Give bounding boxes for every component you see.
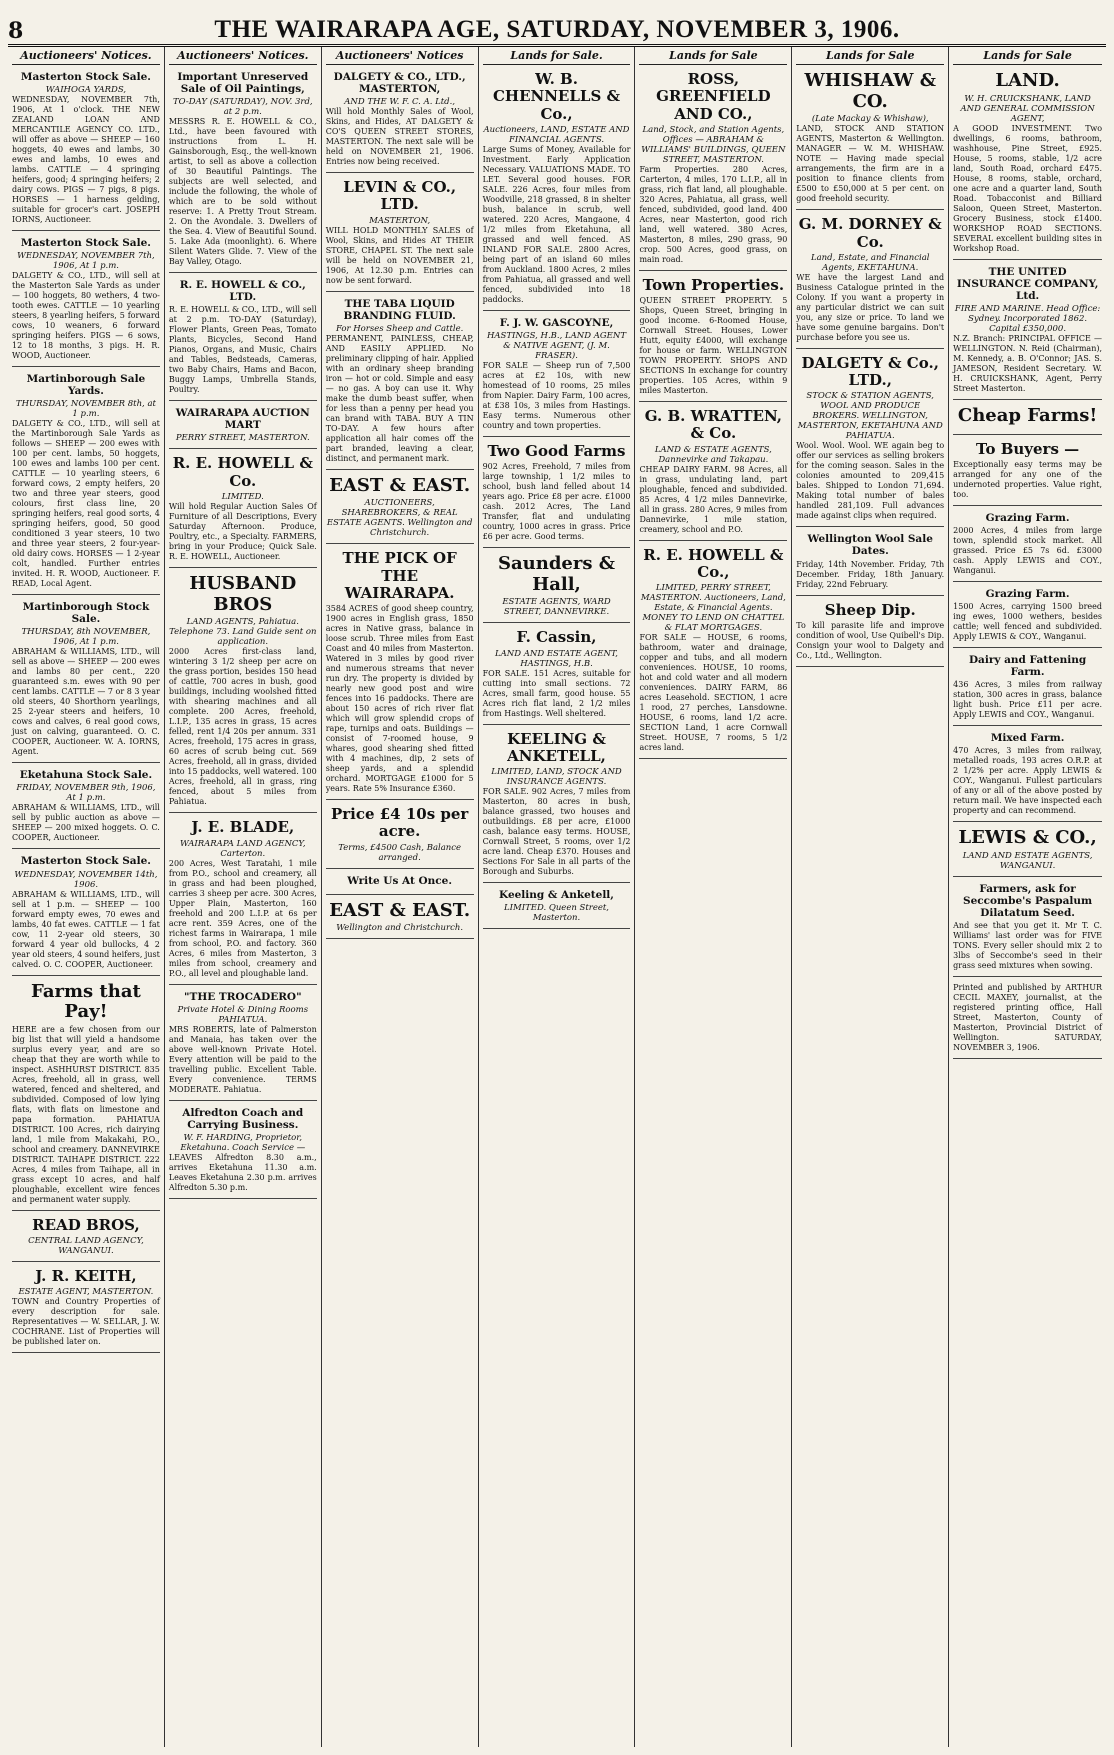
ad-body: WEDNESDAY, NOVEMBER 7th, 1906, At 1 o'clock. THE NEW ZEALAND LOAN AND MERCANTILE AGENCY CO. LTD., will offer as above — SHEEP — 160 hoggets, 40 ewes and lambs, 30 ewes and lambs, 10 ewes and lambs. CATTLE — 4 springing heifers, good; 4 springing heifers; 2 dairy cows. PIGS — 7 pigs, 8 pigs. HORSES — 1 harness gelding, suitable for grocer's cart. JOSEPH IORNS, Auctioneer.	[12, 95, 160, 225]
columns	[8, 47, 1106, 1747]
ad-title: Martinborough Sale Yards.	[26, 373, 146, 398]
ad-subtitle: THURSDAY, 8th NOVEMBER, 1906, At 1 p.m.	[21, 627, 151, 648]
ad-subtitle: ESTATE AGENT, MASTERTON.	[18, 1287, 154, 1298]
masthead	[8, 6, 1106, 47]
ad-title: Alfredton Coach and Carrying Business.	[182, 1106, 304, 1131]
ad-title: Masterton Stock Sale.	[20, 855, 151, 868]
ad-body: A GOOD INVESTMENT. Two dwellings, 6 rooms, bathroom, washhouse, Pine Street, £925. House, 5 rooms, stable, 1/2 acre land, South Road, orchard £475. House, 8 rooms, stable, orchard, one acre and a quarter land, South Road. Tobacconist and Billiard Saloon, Queen Street, Masterton. Grocery Business, stock £1400. WORKSHOP ROAD SECTIONS. SEVERAL excellent building sites in Workshop Road.	[953, 123, 1103, 253]
ad-body: ABRAHAM & WILLIAMS, LTD., will sell at 1 p.m. — SHEEP — 100 forward empty ewes, 70 ewes and lambs, 40 fat ewes. CATTLE — 1 fat cow, 11 2-year old steers, 30 forward 4 year old bullocks, 4 2 year old steers, 4 sound heifers, just calved. O. C. COOPER, Auctioneer.	[12, 889, 160, 969]
ad-body: WILL HOLD MONTHLY SALES of Wool, Skins, and Hides AT THEIR STORE, CHAPEL ST. The next sale will be held on NOVEMBER 21, 1906, At 12.30 p.m. Entries can now be sent forward.	[325, 225, 474, 285]
ad-subtitle: LAND AGENTS, Pahiatua. Telephone 73. Land Guide sent on application.	[169, 617, 317, 648]
ad-subtitle: ESTATE AGENTS, WARD STREET, DANNEVIRKE.	[502, 597, 611, 618]
ad-body: MESSRS R. E. HOWELL & CO., Ltd., have been favoured with instructions from L. H. Gainsborough, Esq., the well-known artist, to sell as above a collection of 30 Beautiful Paintings. The subjects are well selected, and include the following, the whole of which are to be sold without reserve: 1. A Pretty Trout Stream. 2. On the Avondale. 3. Dwellers of the Sea. 4. View of Beautiful Sound. 5. Lake Ada (moonlight). 6. Where Silent Waters Glide. 7. View of the Bay Valley, Otago.	[168, 117, 317, 267]
ad-body: 1500 Acres, carrying 1500 breed ing ewes, 1000 wethers, besides cattle; well fenced and subdivided. Apply LEWIS & COY., Wanganui.	[953, 601, 1103, 641]
ad-subtitle: LIMITED, PERRY STREET, MASTERTON. Auctioneers, Land, Estate, & Financial Agents. MONEY TO LEND ON CHATTEL & FLAT MORTGAGES.	[640, 583, 786, 633]
advertisement	[953, 825, 1102, 877]
ad-body: LAND, STOCK AND STATION AGENTS, Masterton & Wellington. MANAGER — W. M. WHISHAW. NOTE — Having made special arrangements, the firm are in a position to finance clients from £500 to £50,000 at 5 per cent. on good freehold security.	[796, 124, 945, 204]
advertisement	[12, 1265, 160, 1353]
column-header: Auctioneers' Notices.	[169, 49, 317, 65]
ad-title: J. R. KEITH,	[35, 1267, 137, 1286]
ad-body: Will hold Monthly Sales of Wool, Skins, and Hides, AT DALGETY & CO'S QUEEN STREET STORES, MASTERTON. The next sale will be held on NOVEMBER 21, 1906. Entries now being received.	[325, 107, 474, 167]
advertisement	[796, 352, 944, 528]
ad-title: F. Cassin,	[516, 628, 597, 647]
advertisement	[326, 898, 474, 940]
advertisement	[12, 68, 160, 231]
ad-title: Cheap Farms!	[957, 404, 1098, 426]
ad-title: WAIRARAPA AUCTION MART	[175, 407, 310, 432]
ad-subtitle: Terms, £4500 Cash, Balance arranged.	[338, 842, 462, 863]
advertisement	[326, 547, 474, 800]
advertisement	[169, 816, 317, 984]
advertisement	[796, 530, 944, 595]
ad-body: Will hold Regular Auction Sales Of Furniture of all Descriptions, Every Saturday Afternoon. Produce, Poultry, etc., a Specialty. FARMERS, bring in your Produce; Quick Sale. R. E. HOWELL, Auctioneer.	[168, 501, 317, 561]
ad-title: Two Good Farms	[487, 441, 626, 460]
ad-body: And see that you get it. Mr T. C. Williams' last order was for FIVE TONS. Every seller should mix 2 to 3lbs of Seccombe's seed in their grass seed mixtures when sowing.	[953, 921, 1103, 970]
ad-title: Grazing Farm.	[985, 587, 1070, 600]
ad-subtitle: W. H. CRUICKSHANK, LAND AND GENERAL COMMISSION AGENT,	[960, 93, 1095, 124]
ad-subtitle: PERRY STREET, MASTERTON.	[175, 433, 310, 444]
ad-title: R. E. HOWELL & CO., LTD.	[179, 279, 306, 304]
ad-body: Exceptionally easy terms may be arranged for any one of the undernoted properties. Value right, too.	[953, 459, 1103, 499]
advertisement	[639, 68, 787, 271]
ad-body: ABRAHAM & WILLIAMS, LTD., will sell by public auction as above — SHEEP — 200 mixed hoggets. O. C. COOPER, Auctioneer.	[12, 803, 160, 843]
advertisement	[639, 405, 787, 541]
column	[165, 47, 322, 1747]
advertisement	[169, 404, 317, 449]
ad-title: LAND.	[995, 70, 1060, 91]
advertisement	[953, 651, 1102, 726]
ad-body: DALGETY & CO., LTD., will sell at the Masterton Sale Yards as under — 100 hoggets, 80 wethers, 4 two-tooth ewes. CATTLE — 10 yearling steers, 8 yearling heifers, 5 forward cows, 10 weaners, 6 forward springing heifers. PIGS — 6 sows, 12 to 18 months, 3 pigs. H. R. WOOD, Auctioneer.	[12, 271, 160, 361]
advertisement	[12, 1214, 160, 1262]
ad-subtitle: FRIDAY, NOVEMBER 9th, 1906, At 1 p.m.	[16, 783, 156, 804]
ad-body: FOR SALE — HOUSE, 6 rooms, bathroom, water and drainage, copper and tubs, and all modern conveniences. HOUSE, 10 rooms, hot and cold water and all modern conveniences. DAIRY FARM, 86 acres Leasehold. SECTION, 1 acre 1 rood, 27 perches, Lansdowne. HOUSE, 6 rooms, land 1/2 acre. SECTION Land, 1 acre Cornwall Street. HOUSE, 7 rooms, 5 1/2 acres land.	[639, 633, 788, 752]
ad-body: Large Sums of Money, Available for Investment. Early Application Necessary. VALUATIONS MADE. TO LET. Several good houses. FOR SALE. 226 Acres, four miles from Woodville, 218 grassed, 8 in shelter bush, balance in scrub, well watered. 220 Acres, Mangaone, 4 1/2 miles from Eketahuna, all grassed and well fenced. AS INLAND FOR SALE. 2800 Acres, being part of an island 60 miles from Auckland. 1800 Acres, 2 miles from Pahiatua, all grassed and well fenced, subdivided into 18 paddocks.	[482, 144, 631, 304]
advertisement	[953, 585, 1102, 648]
ad-subtitle: Land, Estate, and Financial Agents, EKETAHUNA.	[810, 252, 930, 273]
ad-title: DALGETY & CO., LTD., MASTERTON,	[333, 71, 466, 96]
ad-subtitle: LIMITED, LAND, STOCK AND INSURANCE AGENTS.	[491, 767, 622, 788]
ad-body: MRS ROBERTS, late of Palmerston and Manaia, has taken over the above well-known Private Hotel. Every attention will be paid to the travelling public. Excellent Table. Every convenience. TERMS MODERATE. Pahiatua.	[168, 1024, 317, 1094]
ad-title: Dairy and Fattening Farm.	[968, 653, 1087, 678]
ad-title: Important Unreserved Sale of Oil Paintings,	[177, 71, 309, 96]
advertisement	[796, 599, 944, 667]
ad-title: R. E. HOWELL & Co.	[172, 454, 313, 490]
ad-title: LEWIS & CO.,	[958, 827, 1097, 849]
ad-body: N.Z. Branch: PRINCIPAL OFFICE — WELLINGTON. N. Reid (Chairman), M. Kennedy, a. B. O'Connor; JAS. S. JAMESON, Resident Secretary. W. H. CRUICKSHANK, Agent, Perry Street Masterton.	[953, 333, 1103, 393]
ad-subtitle: LAND & ESTATE AGENTS, Dannevirke and Takapau.	[654, 444, 772, 465]
ad-body: 436 Acres, 3 miles from railway station, 300 acres in grass, balance light bush. Price £11 per acre. Apply LEWIS and COY., Wanganui.	[953, 680, 1103, 720]
ad-subtitle: WEDNESDAY, NOVEMBER 7th, 1906, At 1 p.m.	[17, 251, 155, 272]
ad-body: WE have the largest Land and Business Catalogue printed in the Colony. If you want a property in any particular district we can suit you, any size or price. To land we have some genuine bargains. Don't purchase before you see us.	[796, 272, 945, 342]
ad-subtitle: W. F. HARDING, Proprietor, Eketahuna. Coach Service —	[180, 1132, 306, 1153]
ad-subtitle: MASTERTON,	[369, 215, 431, 226]
ad-title: G. B. WRATTEN, & Co.	[644, 407, 782, 443]
ad-title: Wellington Wool Sale Dates.	[807, 533, 933, 558]
ad-subtitle: FIRE AND MARINE. Head Office: Sydney. Incorporated 1862. Capital £350,000.	[954, 303, 1101, 334]
ad-title: R. E. HOWELL & Co.,	[643, 545, 784, 581]
ad-title: Mixed Farm.	[990, 732, 1065, 745]
column-header: Auctioneers' Notices.	[12, 49, 160, 65]
ad-subtitle: AUCTIONEERS, SHAREBROKERS, & REAL ESTATE AGENTS. Wellington and Christchurch.	[326, 498, 473, 539]
ad-title: Town Properties.	[642, 275, 785, 294]
advertisement	[326, 176, 474, 292]
column	[322, 47, 479, 1747]
ad-title: Price £4 10s per acre.	[330, 805, 469, 841]
column	[8, 47, 165, 1747]
ad-title: F. J. W. GASCOYNE,	[499, 316, 614, 329]
ad-title: THE TABA LIQUID BRANDING FLUID.	[343, 297, 456, 322]
ad-body: 200 Acres, West Taratahi, 1 mile from P.O., school and creamery, all in grass and had been ploughed, carries 3 sheep per acre. 300 Acres, Upper Plain, Masterton, 160 freehold and 200 L.I.P. at 6s per acre rent. 359 Acres, one of the richest farms in Wairarapa, 1 mile from school, P.O. and factory. 360 Acres, 6 miles from Masterton, 3 miles from school, creamery and P.O., all level and ploughable land.	[168, 858, 317, 978]
advertisement	[953, 509, 1102, 582]
ad-body: Printed and published by ARTHUR CECIL MAXEY, journalist, at the registered printing office, Hall Street, Masterton, County of Masterton, Provincial District of Wellington. SATURDAY, NOVEMBER 3, 1906.	[953, 983, 1103, 1052]
ad-title: ROSS, GREENFIELD AND CO.,	[656, 70, 771, 123]
ad-title: W. B. CHENNELLS & Co.,	[492, 70, 621, 123]
ad-title: Keeling & Anketell,	[499, 889, 614, 902]
column	[949, 47, 1106, 1747]
ad-title: To Buyers —	[976, 439, 1080, 458]
ad-subtitle: STOCK & STATION AGENTS, WOOL AND PRODUCE BROKERS. WELLINGTON, MASTERTON, EKETAHUNA AND PAHIATUA.	[797, 391, 943, 442]
column	[635, 47, 792, 1747]
ad-subtitle: Land, Stock, and Station Agents, Offices — ABRAHAM & WILLIAMS' BUILDINGS, QUEEN STREET, MASTERTON.	[641, 124, 786, 165]
ad-subtitle: WAIRARAPA LAND AGENCY, Carterton.	[179, 838, 306, 859]
ad-title: THE UNITED INSURANCE COMPANY, Ltd.	[956, 265, 1099, 302]
ad-title: DALGETY & Co., LTD.,	[801, 353, 939, 390]
advertisement	[483, 440, 631, 548]
ad-title: Eketahuna Stock Sale.	[19, 769, 153, 782]
ad-subtitle: HASTINGS, H.B., LAND AGENT & NATIVE AGENT, (J. M. FRASER).	[487, 330, 626, 361]
ad-title: THE PICK OF THE WAIRARAPA.	[342, 549, 457, 602]
ad-title: Martinborough Stock Sale.	[22, 601, 150, 626]
column-header: Lands for Sale	[796, 49, 944, 65]
ad-subtitle: TO-DAY (SATURDAY), NOV. 3rd, at 2 p.m.	[172, 97, 313, 118]
ad-subtitle: LIMITED.	[221, 491, 264, 502]
ad-title: J. E. BLADE,	[191, 818, 295, 837]
advertisement	[483, 314, 631, 437]
advertisement	[12, 979, 160, 1211]
advertisement	[12, 234, 160, 367]
column-header: Auctioneers' Notices	[326, 49, 474, 65]
ad-subtitle: WAIHOGA YARDS,	[45, 85, 127, 96]
ad-title: HUSBAND BROS	[189, 572, 297, 615]
ad-body: 902 Acres, Freehold, 7 miles from large township, 1 1/2 miles to school, bush land felled about 14 years ago. Price £8 per acre. £1000 cash. 2012 Acres, The Land Transfer, flat and undulating country, 1000 acres in grass. Price £6 per acre. Good terms.	[482, 462, 631, 542]
ad-subtitle: (Late Mackay & Whishaw),	[811, 114, 929, 125]
ad-body: R. E. HOWELL & CO., LTD., will sell at 2 p.m. TO-DAY (Saturday), Flower Plants, Green Peas, Tomato Plants, Bicycles, Second Hand Pianos, Organs, and Music, Chairs and Tables, Bedsteads, Cameras, two Baby Chairs, Hams and Bacon, Buggy Lamps, Umbrella Stands, Poultry.	[168, 305, 317, 395]
ad-subtitle: WEDNESDAY, NOVEMBER 14th, 1906.	[14, 869, 158, 890]
ad-body: HERE are a few chosen from our big list that will yield a handsome surplus every year, and are so cheap that they are worth while to inspect. ASHHURST DISTRICT. 835 Acres, freehold, all in grass, well watered, fenced and sheltered, and subdivided. Composed of low lying flats, with flats on limestone and papa formation. PAHIATUA DISTRICT. 100 Acres, rich dairying land, 1 mile from Makakahi, P.O., school and creamery. DANNEVIRKE DISTRICT. TAIHAPE DISTRICT. 222 Acres, 4 miles from Taihape, all in grass except 10 acres, and half ploughable, excellent wire fences and permanent water supply.	[12, 1024, 160, 1204]
advertisement	[639, 544, 787, 760]
advertisement	[796, 68, 944, 210]
advertisement	[12, 766, 160, 849]
advertisement	[953, 403, 1102, 435]
ad-subtitle: LAND AND ESTATE AGENT, HASTINGS, H.B.	[495, 648, 619, 669]
advertisement	[483, 68, 631, 311]
ad-title: Masterton Stock Sale.	[20, 71, 151, 83]
advertisement	[326, 872, 474, 895]
ad-title: Farmers, ask for Seccombe's Paspalum Dilatatum Seed.	[962, 882, 1093, 919]
column-header: Lands for Sale	[639, 49, 787, 65]
ad-title: READ BROS,	[32, 1215, 140, 1234]
ad-title: Grazing Farm.	[985, 511, 1070, 524]
ad-title: Sheep Dip.	[824, 600, 916, 619]
advertisement	[639, 274, 787, 402]
ad-body: 2000 Acres first-class land, wintering 3 1/2 sheep per acre on the grass portion, besides 150 head of cattle, 700 acres in bush, good buildings, including woolshed fitted with shearing machines and all complete. 200 Acres, freehold, L.I.P., 135 acres in grass, 15 acres felled, rent 1/4 20s per annum. 331 Acres, freehold, 175 acres in grass, 60 acres of scrub being cut. 569 Acres, freehold, all in grass, divided into 15 paddocks, well watered. 100 Acres, freehold, all in grass, ring fenced, about 5 miles from Pahiatua.	[168, 647, 317, 807]
ad-subtitle: LIMITED. Queen Street, Masterton.	[504, 903, 610, 924]
ad-title: KEELING & ANKETELL,	[507, 729, 606, 765]
advertisement	[326, 803, 474, 869]
advertisement	[953, 438, 1102, 506]
ad-subtitle: Private Hotel & Dining Rooms PAHIATUA.	[177, 1004, 309, 1025]
ad-body: Wool. Wool. Wool. WE again beg to offer our services as selling brokers for the coming season. Sales in the colonies amounted to 209,415 bales. Shipped to London 71,694. Making total number of bales handled 281,109. Full advances made against clips when required.	[796, 441, 945, 521]
ad-body: To kill parasite life and improve condition of wool, Use Quibell's Dip. Consign your wool to Dalgety and Co., Ltd., Wellington.	[796, 620, 945, 660]
ad-subtitle: Wellington and Christchurch.	[336, 923, 464, 934]
ad-title: EAST & EAST.	[329, 899, 471, 921]
advertisement	[953, 729, 1102, 822]
ad-body: ABRAHAM & WILLIAMS, LTD., will sell as above — SHEEP — 200 ewes and lambs 80 per cent., 220 guaranteed s.m. ewes with 90 per cent lambs. CATTLE — 7 or 8 3 year old steers, 40 Shorthorn yearlings, 25 2-year steers and heifers, 10 cows and calves, 6 real good cows, just on calving, guaranteed. O. C. COOPER, Auctioneer. W. A. IORNS, Agent.	[12, 647, 160, 757]
ad-title: G. M. DORNEY & Co.	[798, 215, 942, 251]
ad-title: EAST & EAST.	[329, 474, 471, 496]
advertisement	[796, 213, 944, 349]
ad-body: 3584 ACRES of good sheep country, 1900 acres in English grass, 1850 acres in Native grass, balance in loose scrub. Three miles from East Coast and 40 miles from Masterton. Watered in 3 miles by good river and numerous streams that never run dry. The property is divided by nearly new good post and wire fences into 16 paddocks. There are about 150 acres of rich river flat which will grow splendid crops of rape, turnips and oats. Buildings — consist of 7-roomed house, 9 whares, good shearing shed fitted with 4 machines, dip, 2 sets of sheep yards, and a splendid orchard. MORTGAGE £1000 for 5 years. Rate 5% Insurance £360.	[325, 604, 474, 794]
ad-body: DALGETY & CO., LTD., will sell at the Martinborough Sale Yards as follows — SHEEP — 200 ewes with 100 per cent. lambs, 50 hoggets, 100 ewes and lambs 100 per cent. CATTLE — 10 yearling steers, 6 forward cows, 2 empty heifers, 20 two and three year steers, good colours, first class line, 20 springing heifers, real good sorts, 4 springing heifers, good, 50 good conditioned 3 year steers, 10 two and three year steers, 2 four-year-old dairy cows. HORSES — 1 2-year colt, handled. Further entries invited. H. R. WOOD, Auctioneer. F. READ, Local Agent.	[12, 419, 160, 589]
advertisement	[12, 852, 160, 975]
ad-title: "THE TROCADERO"	[184, 990, 302, 1003]
ad-body: FOR SALE. 151 Acres, suitable for cutting into small sections. 72 Acres, small farm, good house. 55 Acres rich flat land, 2 1/2 miles from Hastings. Well sheltered.	[482, 668, 631, 718]
advertisement	[326, 68, 474, 173]
ad-title: WHISHAW & CO.	[804, 70, 936, 112]
advertisement	[483, 728, 631, 884]
advertisement	[169, 571, 317, 813]
ad-title: Farms that Pay!	[31, 980, 141, 1023]
advertisement	[169, 988, 317, 1101]
ad-body: PERMANENT, PAINLESS, CHEAP, AND EASILY APPLIED. No preliminary clipping of hair. Applied with an ordinary sheep branding iron — hot or cold. Simple and easy — no gas. A boy can use it. Why make the dumb beast suffer, when for less than a penny per head you can brand with TABA. BUY A TIN TO-DAY. A few hours after application all hair comes off the part branded, leaving a clear, distinct, and permanent mark.	[325, 333, 474, 463]
advertisement	[483, 626, 631, 724]
ad-title: Saunders & Hall,	[498, 553, 616, 595]
ad-body: 2000 Acres, 4 miles from large town, splendid stock market. All grassed. Price £5 7s 6d. £3000 cash. Apply LEWIS and COY., Wanganui.	[953, 525, 1103, 575]
page-number: 8	[8, 18, 24, 44]
ad-subtitle: THURSDAY, NOVEMBER 8th, at 1 p.m.	[15, 399, 156, 420]
advertisement	[169, 1104, 317, 1199]
ad-body: CHEAP DAIRY FARM. 98 Acres, all in grass, undulating land, part ploughable, fenced and subdivided. 85 Acres, 4 1/2 miles Dannevirke, all in grass. 280 Acres, 9 miles from Dannevirke, 1 mile station, creamery, school and P.O.	[639, 464, 788, 534]
column	[792, 47, 949, 1747]
advertisement	[12, 598, 160, 763]
ad-body: TOWN and Country Properties of every description for sale. Representatives — W. SELLAR, J. W. COCHRANE. List of Properties will be published later on.	[12, 1297, 160, 1347]
ad-body: LEAVES Alfredton 8.30 a.m., arrives Eketahuna 11.30 a.m. Leaves Eketahuna 2.30 p.m. arrives Alfredton 5.30 p.m.	[168, 1152, 317, 1192]
advertisement	[326, 295, 474, 470]
column-header: Lands for Sale	[953, 49, 1102, 65]
advertisement	[953, 880, 1102, 977]
advertisement	[12, 370, 160, 595]
ad-subtitle: AND THE W. F. C. A. Ltd.,	[344, 97, 456, 108]
advertisement	[953, 68, 1102, 260]
advertisement	[169, 68, 317, 273]
advertisement	[169, 452, 317, 568]
ad-body: FOR SALE. 902 Acres, 7 miles from Masterton, 80 acres in bush, balance grassed, two houses and outbuildings. £8 per acre, £1000 cash, balance easy terms. HOUSE, Cornwall Street, 5 rooms, over 1/2 acre land. Cheap £370. Houses and Sections For Sale in all parts of the Borough and Suburbs.	[482, 787, 631, 877]
ad-title: Masterton Stock Sale.	[20, 237, 151, 250]
ad-subtitle: For Horses Sheep and Cattle.	[335, 323, 464, 334]
ad-body: Friday, 14th November. Friday, 7th December. Friday, 18th January. Friday, 22nd February.	[796, 559, 945, 589]
ad-subtitle: CENTRAL LAND AGENCY, WANGANUI.	[28, 1236, 144, 1257]
ad-subtitle: LAND AND ESTATE AGENTS, WANGANUI.	[962, 850, 1093, 871]
column-header: Lands for Sale.	[483, 49, 631, 65]
ad-body: Farm Properties. 280 Acres, Carterton, 4 miles, 170 L.I.P., all in grass, rich flat land, all ploughable. 320 Acres, Pahiatua, all grass, well fenced, subdivided, good land. 400 Acres, near Masterton, good rich land, well watered. 380 Acres, Masterton, 8 miles, 290 grass, 90 crop. 500 Acres, good grass, on main road.	[639, 164, 788, 264]
ad-body: QUEEN STREET PROPERTY. 5 Shops, Queen Street, bringing in good income. 6-Roomed House, Cornwall Street. Houses, Lower Hutt, equity £4000, will exchange for house or farm. WELLINGTON TOWN PROPERTY. SHOPS AND SECTIONS In exchange for country properties. 105 Acres, within 9 miles Masterton.	[639, 296, 788, 395]
column	[479, 47, 636, 1747]
ad-subtitle: Auctioneers, LAND, ESTATE AND FINANCIAL AGENTS.	[483, 124, 630, 145]
ad-body: 470 Acres, 3 miles from railway, metalled roads, 193 acres O.R.P. at 2 1/2% per acre. Apply LEWIS & COY., Wanganui. Fullest particulars of any or all of the above posted by return mail. We have inspected each property and can recommend.	[953, 746, 1103, 816]
advertisement	[953, 263, 1102, 400]
advertisement	[326, 473, 474, 545]
advertisement	[483, 551, 631, 623]
advertisement	[169, 276, 317, 401]
advertisement	[953, 980, 1102, 1059]
advertisement	[483, 886, 631, 929]
ad-body: FOR SALE — Sheep run of 7,500 acres at £2 10s, with new homestead of 10 rooms, 25 miles from Napier. Dairy Farm, 100 acres, at £38 10s, 3 miles from Hastings. Easy terms. Numerous other country and town properties.	[482, 360, 631, 430]
newspaper-title: THE WAIRARAPA AGE, SATURDAY, NOVEMBER 3, 1906.	[214, 16, 900, 43]
ad-title: LEVIN & CO., LTD.	[343, 178, 457, 214]
ad-title: Write Us At Once.	[347, 874, 453, 887]
